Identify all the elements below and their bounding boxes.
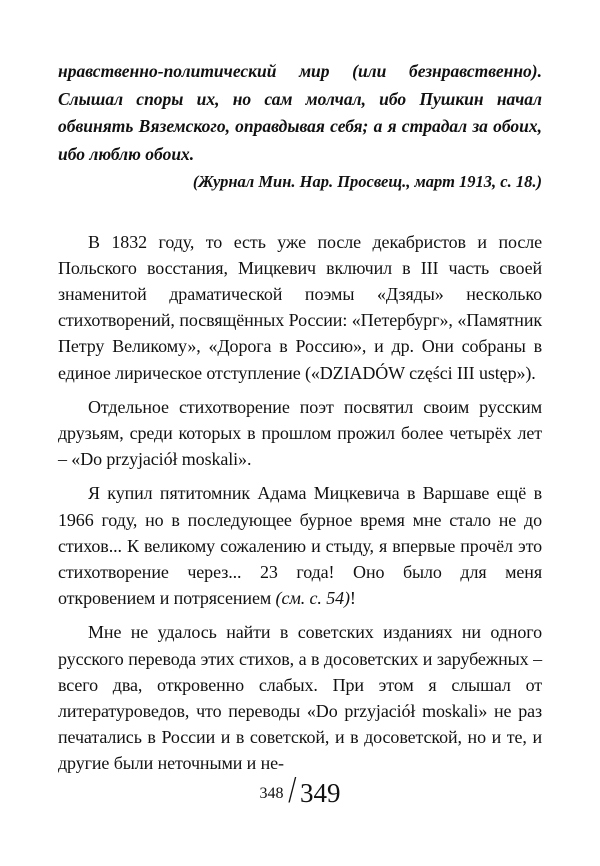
quote-citation: (Журнал Мин. Нар. Просвещ., март 1913, с. 18.) bbox=[192, 172, 542, 191]
main-text bbox=[58, 229, 542, 777]
paragraph-2: Отдельное стихотворение поэт посвятил своим русским друзьям, среди которых в прошлом прожил более четырёх лет – «Do przyjaciół moskali». bbox=[58, 396, 542, 470]
paragraph-1: В 1832 году, то есть уже после декабристов и после Польского восстания, Мицкевич включил в III часть своей знаменитой драматической поэмы «Дзяды» несколько стихотворений, посвящённых России: «Петербург», «Памятник Петру Великому», «Дорога в Россию», и др. Они собраны в единое лирическое отступление («DZIADÓW części III ustęp»). bbox=[58, 231, 542, 383]
epigraph-quote bbox=[58, 58, 542, 196]
page-number-footer bbox=[0, 768, 600, 812]
left-page-number: 348 bbox=[259, 785, 284, 802]
page-content bbox=[58, 58, 542, 785]
quote-text: нравственно-политический мир (или безнравственно). Слышал споры их, но сам молчал, ибо Пушкин начал обвинять Вяземского, оправдывая себя; а я страдал за обоих, ибо люблю обоих. bbox=[58, 61, 542, 164]
right-page-number: 349 bbox=[300, 778, 341, 808]
page-number-separator: / bbox=[288, 769, 297, 811]
page-reference: (см. с. 54) bbox=[275, 588, 350, 609]
paragraph-3 bbox=[58, 480, 542, 611]
paragraph-3-text: Я купил пятитомник Адама Мицкевича в Варшаве ещё в 1966 году, но в последующее бурное время мне стало не до стихов... К великому сожалению и стыду, я впервые прочёл это стихотворение через... 23 года! Оно было для меня откровением и потрясением bbox=[58, 483, 542, 609]
paragraph-4: Мне не удалось найти в советских изданиях ни одного русского перевода этих стихов, а в досоветских и зарубежных – всего два, откровенно слабых. При этом я слышал от литературоведов, что переводы «Do przyjaciół moskali» не раз печатались в России и в советской, и в досоветской, но и те, и другие были неточными и не- bbox=[58, 622, 542, 774]
paragraph-3-end: ! bbox=[349, 588, 356, 609]
